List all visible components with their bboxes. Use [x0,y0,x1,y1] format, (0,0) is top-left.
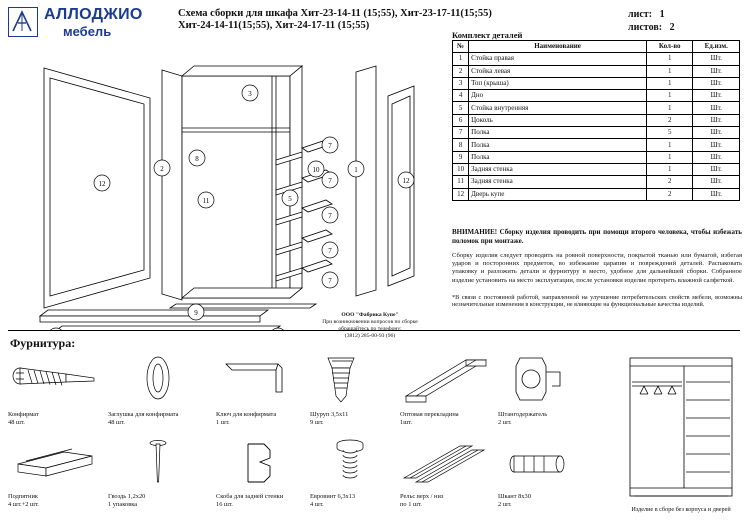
hardware-qty: 2 шт. [498,501,512,508]
cell-num: 3 [453,77,469,89]
sheets-value: 2 [669,22,675,33]
cell-num: 8 [453,139,469,151]
cell-num: 2 [453,65,469,77]
hardware-item-rail [400,438,496,509]
svg-text:12: 12 [98,180,106,188]
company-contacts [300,312,440,340]
svg-text:7: 7 [328,142,332,150]
hardware-item-wood-screw [310,352,398,427]
brand-subtitle: мебель [63,24,112,39]
company-note-1: При возникновении вопросов по сборке [322,319,418,325]
euro-screw-icon [310,438,398,493]
cell-unit: Шт. [693,65,740,77]
hardware-label: Оптовая перекладина [400,411,459,418]
cell-qty: 2 [647,176,693,188]
sheet-info [628,8,675,34]
cell-unit: Шт. [693,127,740,139]
cell-name: Стойка правая [469,53,647,65]
hardware-label: Ключ для конфирмата [216,411,277,418]
parts-col-qty: Кол-во [647,41,693,53]
hardware-qty: 4 шт. [310,501,324,508]
cell-name: Топ (крыша) [469,77,647,89]
attention-title: ВНИМАНИЕ! Сборку изделия проводить при помощи второго человека, чтобы избежать поломок при монтаже. [452,228,742,245]
table-row [453,114,740,126]
cell-qty: 1 [647,65,693,77]
table-row [453,77,740,89]
sheets-label: листов: [628,22,663,33]
hardware-qty: 1шт. [400,419,413,426]
hardware-section-title: Фурнитура: [10,336,76,350]
cell-name: Полка [469,151,647,163]
cell-unit: Шт. [693,77,740,89]
cell-unit: Шт. [693,102,740,114]
hardware-label: Подпятник [8,493,38,500]
svg-text:8: 8 [195,155,199,163]
company-name: ООО "Фабрика Купе" [341,312,399,318]
hardware-label: Шкант 8х30 [498,493,531,500]
assembled-wardrobe-icon [622,352,740,502]
final-assembly-caption: Изделие в сборе без корпуса и дверей [631,506,731,513]
hardware-qty: 1 шт. [216,419,230,426]
attention-block [452,228,742,309]
confirmat-screw-icon [8,352,104,411]
cell-name: Дверь купе [469,188,647,200]
cell-num: 11 [453,176,469,188]
cell-unit: Шт. [693,114,740,126]
hardware-label: Рельс верх / низ [400,493,444,500]
svg-text:2: 2 [160,165,164,173]
hardware-item-confirmat [8,352,104,427]
hardware-qty: 2 шт. [498,419,512,426]
svg-text:9: 9 [194,309,198,317]
attention-paragraph: Сборку изделия следует проводить на ровной поверхности, покрытой тканью или бумагой, избегая ударов и посторонних предметов, во избежание царапин и повреждений деталей. Распаковать упаковку и разложить детали и фурнитуру в место, удобное для дальнейшей сборки. Собранное изделие установить на место эксплуатации, после установки изделие протереть влажной салфеткой. [452,252,742,284]
svg-text:7: 7 [328,247,332,255]
hardware-item-cap-plug [108,352,212,427]
cell-qty: 5 [647,127,693,139]
hardware-item-dowel [498,438,598,509]
company-phone: (3812) 285-00-93 (96) [344,333,396,339]
svg-text:10: 10 [312,166,320,174]
svg-text:5: 5 [288,195,292,203]
cell-name: Цоколь [469,114,647,126]
hardware-item-nail [108,438,212,509]
hook-holder-icon [498,352,598,411]
section-divider [8,330,740,331]
cell-name: Стойка левая [469,65,647,77]
table-row [453,102,740,114]
cell-name: Полка [469,127,647,139]
cell-num: 10 [453,163,469,175]
hardware-qty: 48 шт. [108,419,125,426]
parts-table-header-row [453,41,740,53]
page-title-line-2: Хит-24-14-11(15;55), Хит-24-17-11 (15;55) [178,20,370,31]
svg-text:12: 12 [402,177,410,185]
cell-num: 12 [453,188,469,200]
hardware-qty: по 1 шт. [400,501,422,508]
table-row [453,65,740,77]
hardware-grid [8,352,618,520]
company-note-2: обращайтесь по телефону: [338,326,402,332]
attention-footnote: *В связи с постоянной работой, направленной на улучшение потребительских свойств мебели, возможны незначительные изменения в конструкции, не влияющие на функциональные качества изделий. [452,293,742,309]
svg-text:11: 11 [202,197,210,205]
cell-unit: Шт. [693,53,740,65]
svg-text:7: 7 [328,177,332,185]
cell-unit: Шт. [693,163,740,175]
hardware-qty: 16 шт. [216,501,233,508]
sheet-value: 1 [659,9,665,20]
cell-name: Задняя стенка [469,163,647,175]
table-row [453,139,740,151]
shelf-support-icon [8,438,104,493]
cell-unit: Шт. [693,151,740,163]
table-row [453,127,740,139]
brand-logo [8,6,168,42]
cell-num: 1 [453,53,469,65]
cell-num: 6 [453,114,469,126]
back-panel-clip-icon [216,438,308,493]
cap-plug-icon [108,352,212,411]
hardware-label: Евровинт 6,3х13 [310,493,356,500]
cell-name: Стойка внутренняя [469,102,647,114]
dowel-icon [498,438,598,493]
parts-col-num: № [453,41,469,53]
hardware-qty: 9 шт. [310,419,324,426]
brand-name: АЛЛОДЖИО [44,6,143,23]
hardware-label: Шуруп 3,5х11 [310,411,349,418]
hardware-qty: 4 шт.+2 шт. [8,501,39,508]
rail-icon [400,438,496,493]
sheet-label: лист: [628,9,653,20]
parts-table-caption: Комплект деталей [452,30,523,40]
wardrobe-logo-icon [8,7,38,37]
cell-name: Задняя стенка [469,176,647,188]
page-title-line-1: Схема сборки для шкафа Хит-23-14-11 (15;55), Хит-23-17-11(15;55) [178,8,492,19]
cell-qty: 1 [647,53,693,65]
hardware-label: Гвоздь 1,2х20 [108,493,146,500]
cell-num: 9 [453,151,469,163]
hardware-qty: 1 упаковка [108,501,138,508]
svg-text:7: 7 [328,277,332,285]
wood-screw-icon [310,352,398,411]
hardware-item-hook-holder [498,352,598,427]
cell-qty: 1 [647,77,693,89]
hardware-item-crossbar [400,352,496,427]
cell-qty: 1 [647,90,693,102]
hardware-item-euro-screw [310,438,398,509]
parts-col-name: Наименование [469,41,647,53]
table-row [453,151,740,163]
hardware-label: Скоба для задней стенки [216,493,284,500]
hardware-item-hex-key [216,352,308,427]
cell-name: Дно [469,90,647,102]
table-row [453,188,740,200]
hardware-label: Заглушка для конфирмата [108,411,179,418]
hardware-qty: 48 шт. [8,419,25,426]
svg-text:1: 1 [354,166,358,174]
cell-unit: Шт. [693,90,740,102]
svg-text:3: 3 [248,90,252,98]
cell-unit: Шт. [693,188,740,200]
cell-qty: 1 [647,139,693,151]
crossbar-icon [400,352,496,411]
cell-qty: 1 [647,151,693,163]
table-row [453,90,740,102]
cell-qty: 1 [647,102,693,114]
cell-name: Полка [469,139,647,151]
hardware-item-shelf-support [8,438,104,509]
cell-unit: Шт. [693,176,740,188]
cell-num: 7 [453,127,469,139]
parts-col-unit: Ед.изм. [693,41,740,53]
parts-table [452,40,740,201]
page-title [178,8,618,32]
cell-qty: 2 [647,114,693,126]
hex-key-icon [216,352,308,411]
cell-qty: 1 [647,163,693,175]
cell-qty: 2 [647,188,693,200]
table-row [453,163,740,175]
nail-icon [108,438,212,493]
svg-text:7: 7 [328,212,332,220]
cell-num: 5 [453,102,469,114]
exploded-assembly-drawing [10,40,440,330]
cell-num: 4 [453,90,469,102]
hardware-label: Штангодержатель [498,411,548,418]
cell-unit: Шт. [693,139,740,151]
hardware-label: Конфирмат [8,411,39,418]
table-row [453,53,740,65]
hardware-item-back-panel-clip [216,438,308,509]
table-row [453,176,740,188]
